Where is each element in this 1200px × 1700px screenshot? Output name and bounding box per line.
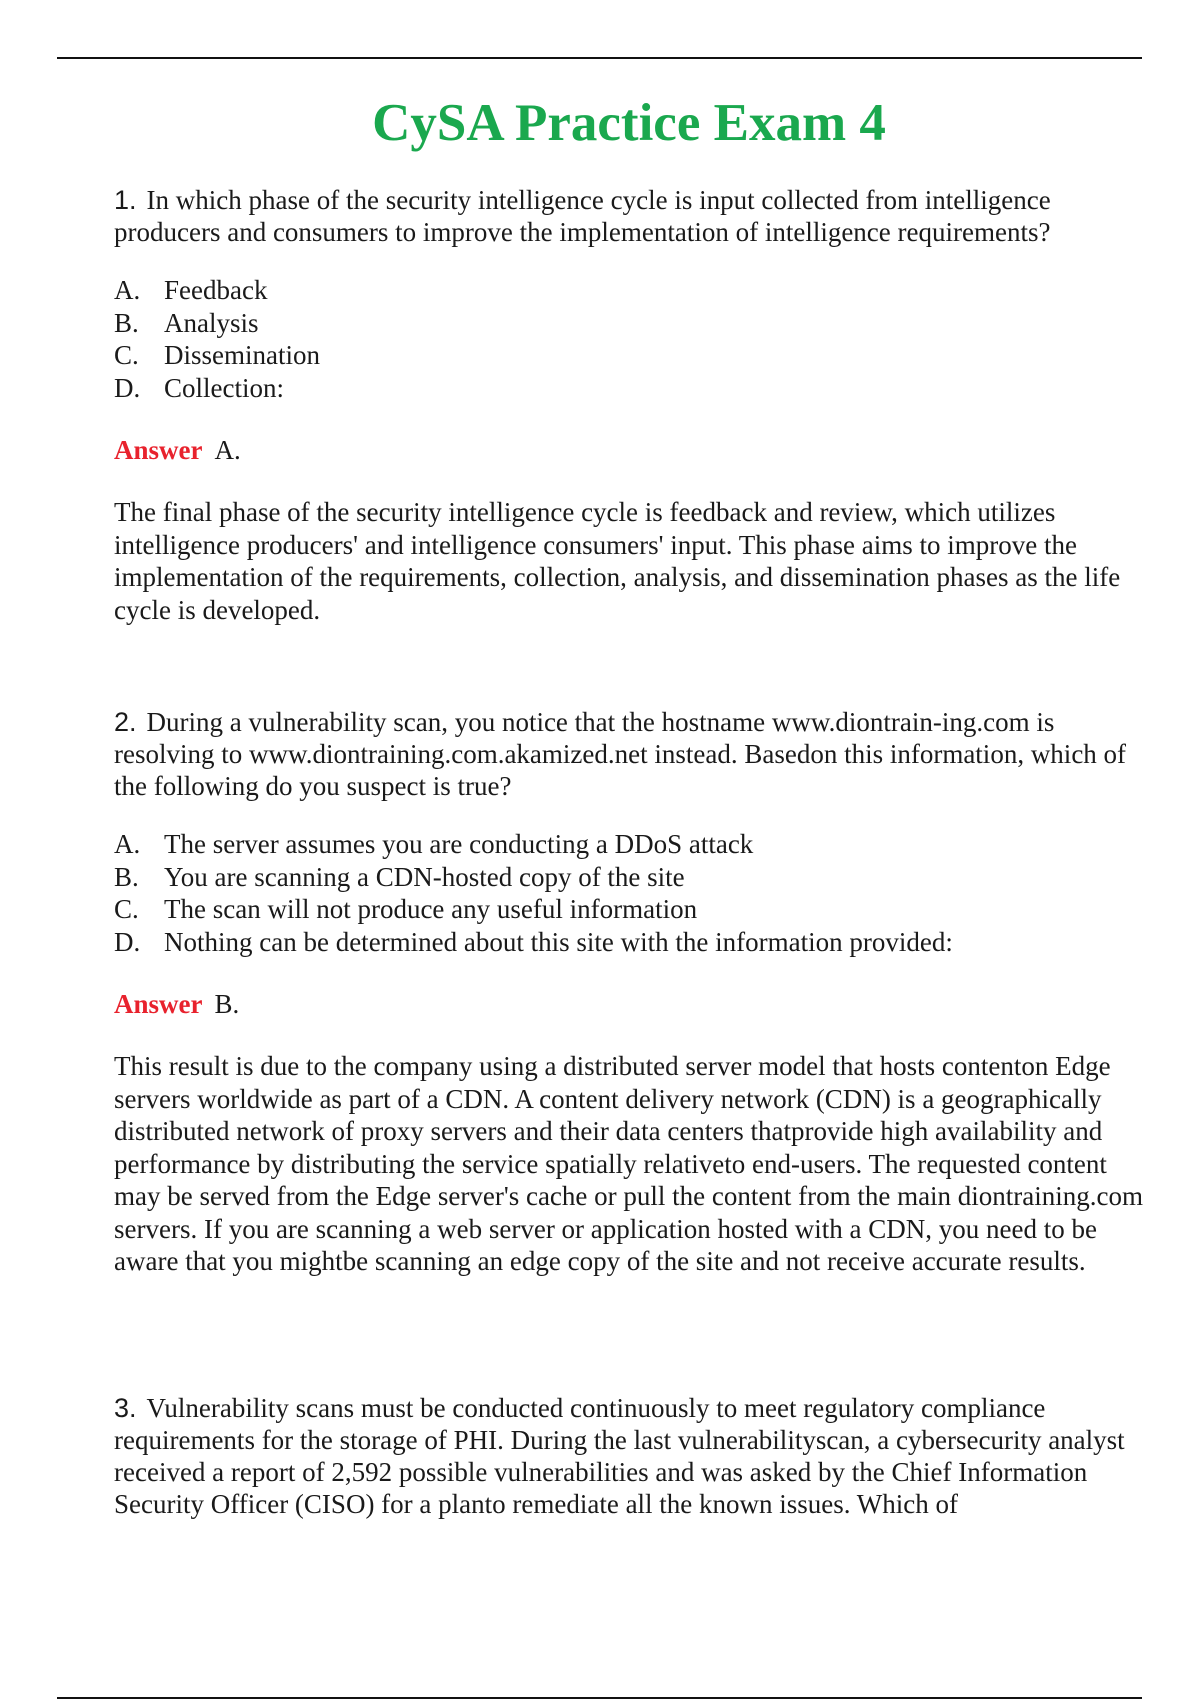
question-body: In which phase of the security intelligence cycle is input collected from intelligence producers and consumers to improve the implementation of intelligence requirements? — [114, 185, 1051, 247]
option-letter: B. — [114, 861, 139, 892]
answer-label: Answer — [114, 435, 203, 465]
option-letter: D. — [114, 372, 141, 403]
answer-value: B. — [214, 989, 240, 1019]
option-text: Analysis — [164, 307, 259, 338]
option-list — [114, 274, 1144, 404]
question-number: 3. — [114, 1393, 137, 1423]
option-text: The scan will not produce any useful information — [164, 894, 698, 924]
question-1 — [114, 184, 1144, 626]
answer-line — [114, 988, 1144, 1020]
option-text: Dissemination — [164, 340, 320, 370]
answer-line — [114, 434, 1144, 466]
option-text: Nothing can be determined about this site with the information provided: — [164, 926, 953, 957]
answer-value: A. — [214, 435, 241, 465]
option-c — [114, 893, 1144, 926]
bottom-rule — [57, 1697, 1142, 1699]
option-a — [114, 274, 1144, 307]
question-2 — [114, 706, 1144, 1278]
page-title: CySA Practice Exam 4 — [372, 93, 886, 152]
question-text — [114, 184, 1144, 248]
option-d — [114, 926, 1144, 959]
question-body: During a vulnerability scan, you notice that the hostname www.diontrain-ing.com is resolving to www.diontraining.com.akamized.net instead. Basedon this information, which of the following do you suspect is true? — [114, 707, 1127, 801]
option-c — [114, 339, 1144, 372]
answer-explanation: The final phase of the security intelligence cycle is feedback and review, which utilizes intelligence producers' and intelligence consumers' input. This phase aims to improve the implementation of the requirements, collection, analysis, and dissemination phases as the life cycle is developed. — [114, 497, 1121, 625]
option-text: Feedback — [164, 275, 268, 305]
option-b — [114, 307, 1144, 340]
question-text — [114, 1392, 1144, 1520]
option-d — [114, 372, 1144, 405]
option-letter: C. — [114, 894, 139, 924]
question-number: 1. — [114, 185, 137, 215]
option-text: The server assumes you are conducting a DDoS attack — [164, 829, 754, 859]
option-text: You are scanning a CDN-hosted copy of the site — [164, 861, 685, 892]
option-letter: A. — [114, 275, 141, 305]
question-text — [114, 706, 1144, 802]
option-letter: D. — [114, 926, 141, 957]
question-number: 2. — [114, 707, 137, 737]
option-a — [114, 828, 1144, 861]
answer-explanation: This result is due to the company using a distributed server model that hosts contenton Edge servers worldwide as part of a CDN. A content delivery network (CDN) is a geographically distributed network of proxy servers and their data centers thatprovide high availability and performance by distributing the service spatially relativeto end-users. The requested content may be served from the Edge server's cache or pull the content from the main diontraining.com servers. If you are scanning a web server or application hosted with a CDN, you need to be aware that you mightbe scanning an edge copy of the site and not receive accurate results. — [114, 1051, 1144, 1276]
question-3 — [114, 1392, 1144, 1520]
option-b — [114, 861, 1144, 894]
option-letter: C. — [114, 340, 139, 370]
option-text: Collection: — [164, 372, 284, 403]
question-body: Vulnerability scans must be conducted continuously to meet regulatory compliance requirements for the storage of PHI. During the last vulnerabilityscan, a cybersecurity analyst received a report of 2,592 possible vulnerabilities and was asked by the Chief Information Security Officer (CISO) for a planto remediate all the known issues. Which of — [114, 1393, 1125, 1519]
answer-label: Answer — [114, 989, 203, 1019]
option-list — [114, 828, 1144, 958]
option-letter: A. — [114, 829, 141, 859]
top-rule — [57, 57, 1142, 59]
option-letter: B. — [114, 307, 139, 338]
